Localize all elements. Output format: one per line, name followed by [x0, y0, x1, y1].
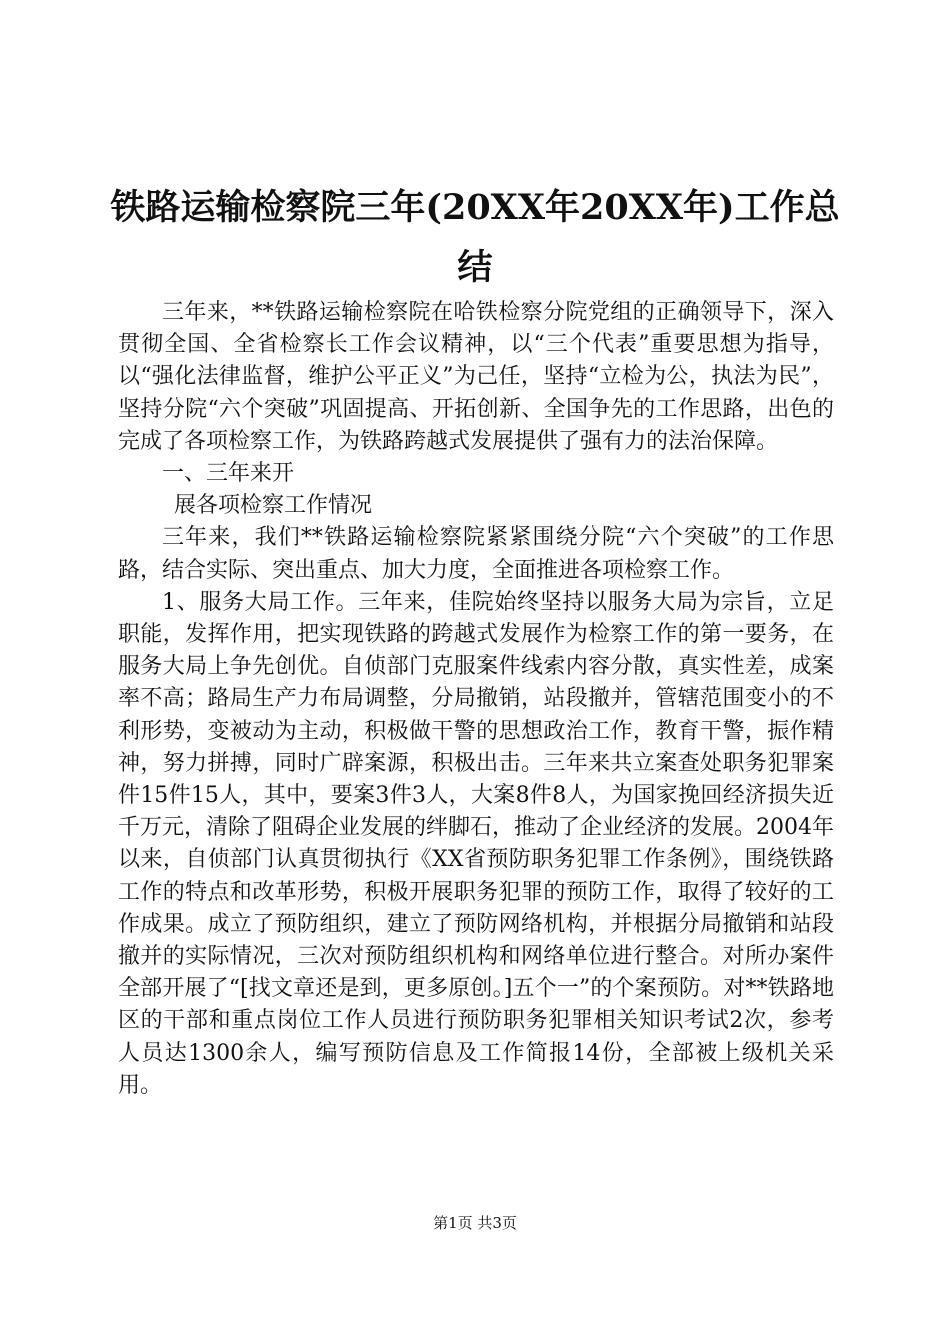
paragraph-intro: 三年来，**铁路运输检察院在哈铁检察分院党组的正确领导下，深入贯彻全国、全省检察长工作会议精神，以“三个代表”重要思想为指导，以“强化法律监督，维护公平正义”为己任，坚持“立检为公，执法为民”，坚持分院“六个突破”巩固提高、开拓创新、全国争先的工作思路，出色的完成了各项检察工作，为铁路跨越式发展提供了强有力的法治保障。 — [118, 300, 834, 454]
document-title-line-2: 结 — [457, 247, 493, 288]
page-footer: 第1页 共3页 — [433, 1214, 517, 1232]
paragraph-service-overall: 1、服务大局工作。三年来，佳院始终坚持以服务大局为宗旨，立足职能，发挥作用，把实现铁路的跨越式发展作为检察工作的第一要务，在服务大局上争先创优。自侦部门克服案件线索内容分散，真实性差，成案率不高；路局生产力布局调整，分局撤销，站段撤并，管辖范围变小的不利形势，变被动为主动，积极做干警的思想政治工作，教育干警，振作精神，努力拼搏，同时广辟案源，积极出击。三年来共立案查处职务犯罪案件15件15人，其中，要案3件3人，大案8件8人，为国家挽回经济损失近千万元，清除了阻碍企业发展的绊脚石，推动了企业经济的发展。2004年以来，自侦部门认真贯彻执行《XX省预防职务犯罪工作条例》，围绕铁路工作的特点和改革形势，积极开展职务犯罪的预防工作，取得了较好的工作成果。成立了预防组织，建立了预防网络机构，并根据分局撤销和站段撤并的实际情况，三次对预防组织机构和网络单位进行整合。对所办案件全部开展了“[找文章还是到，更多原创。]五个一”的个案预防。对**铁路地区的干部和重点岗位工作人员进行预防职务犯罪相关知识考试2次，参考人员达1300余人，编写预防信息及工作简报14份，全部被上级机关采用。 — [118, 589, 834, 1098]
section-heading-part-2: 展各项检察工作情况 — [174, 493, 373, 519]
section-heading-part-1: 一、三年来开 — [162, 461, 295, 487]
document-body — [118, 297, 834, 1102]
paragraph-overview: 三年来，我们**铁路运输检察院紧紧围绕分院“六个突破”的工作思路，结合实际、突出重点、加大力度，全面推进各项检察工作。 — [118, 525, 834, 583]
document-title-line-1: 铁路运输检察院三年(20XX年20XX年)工作总 — [110, 187, 840, 228]
